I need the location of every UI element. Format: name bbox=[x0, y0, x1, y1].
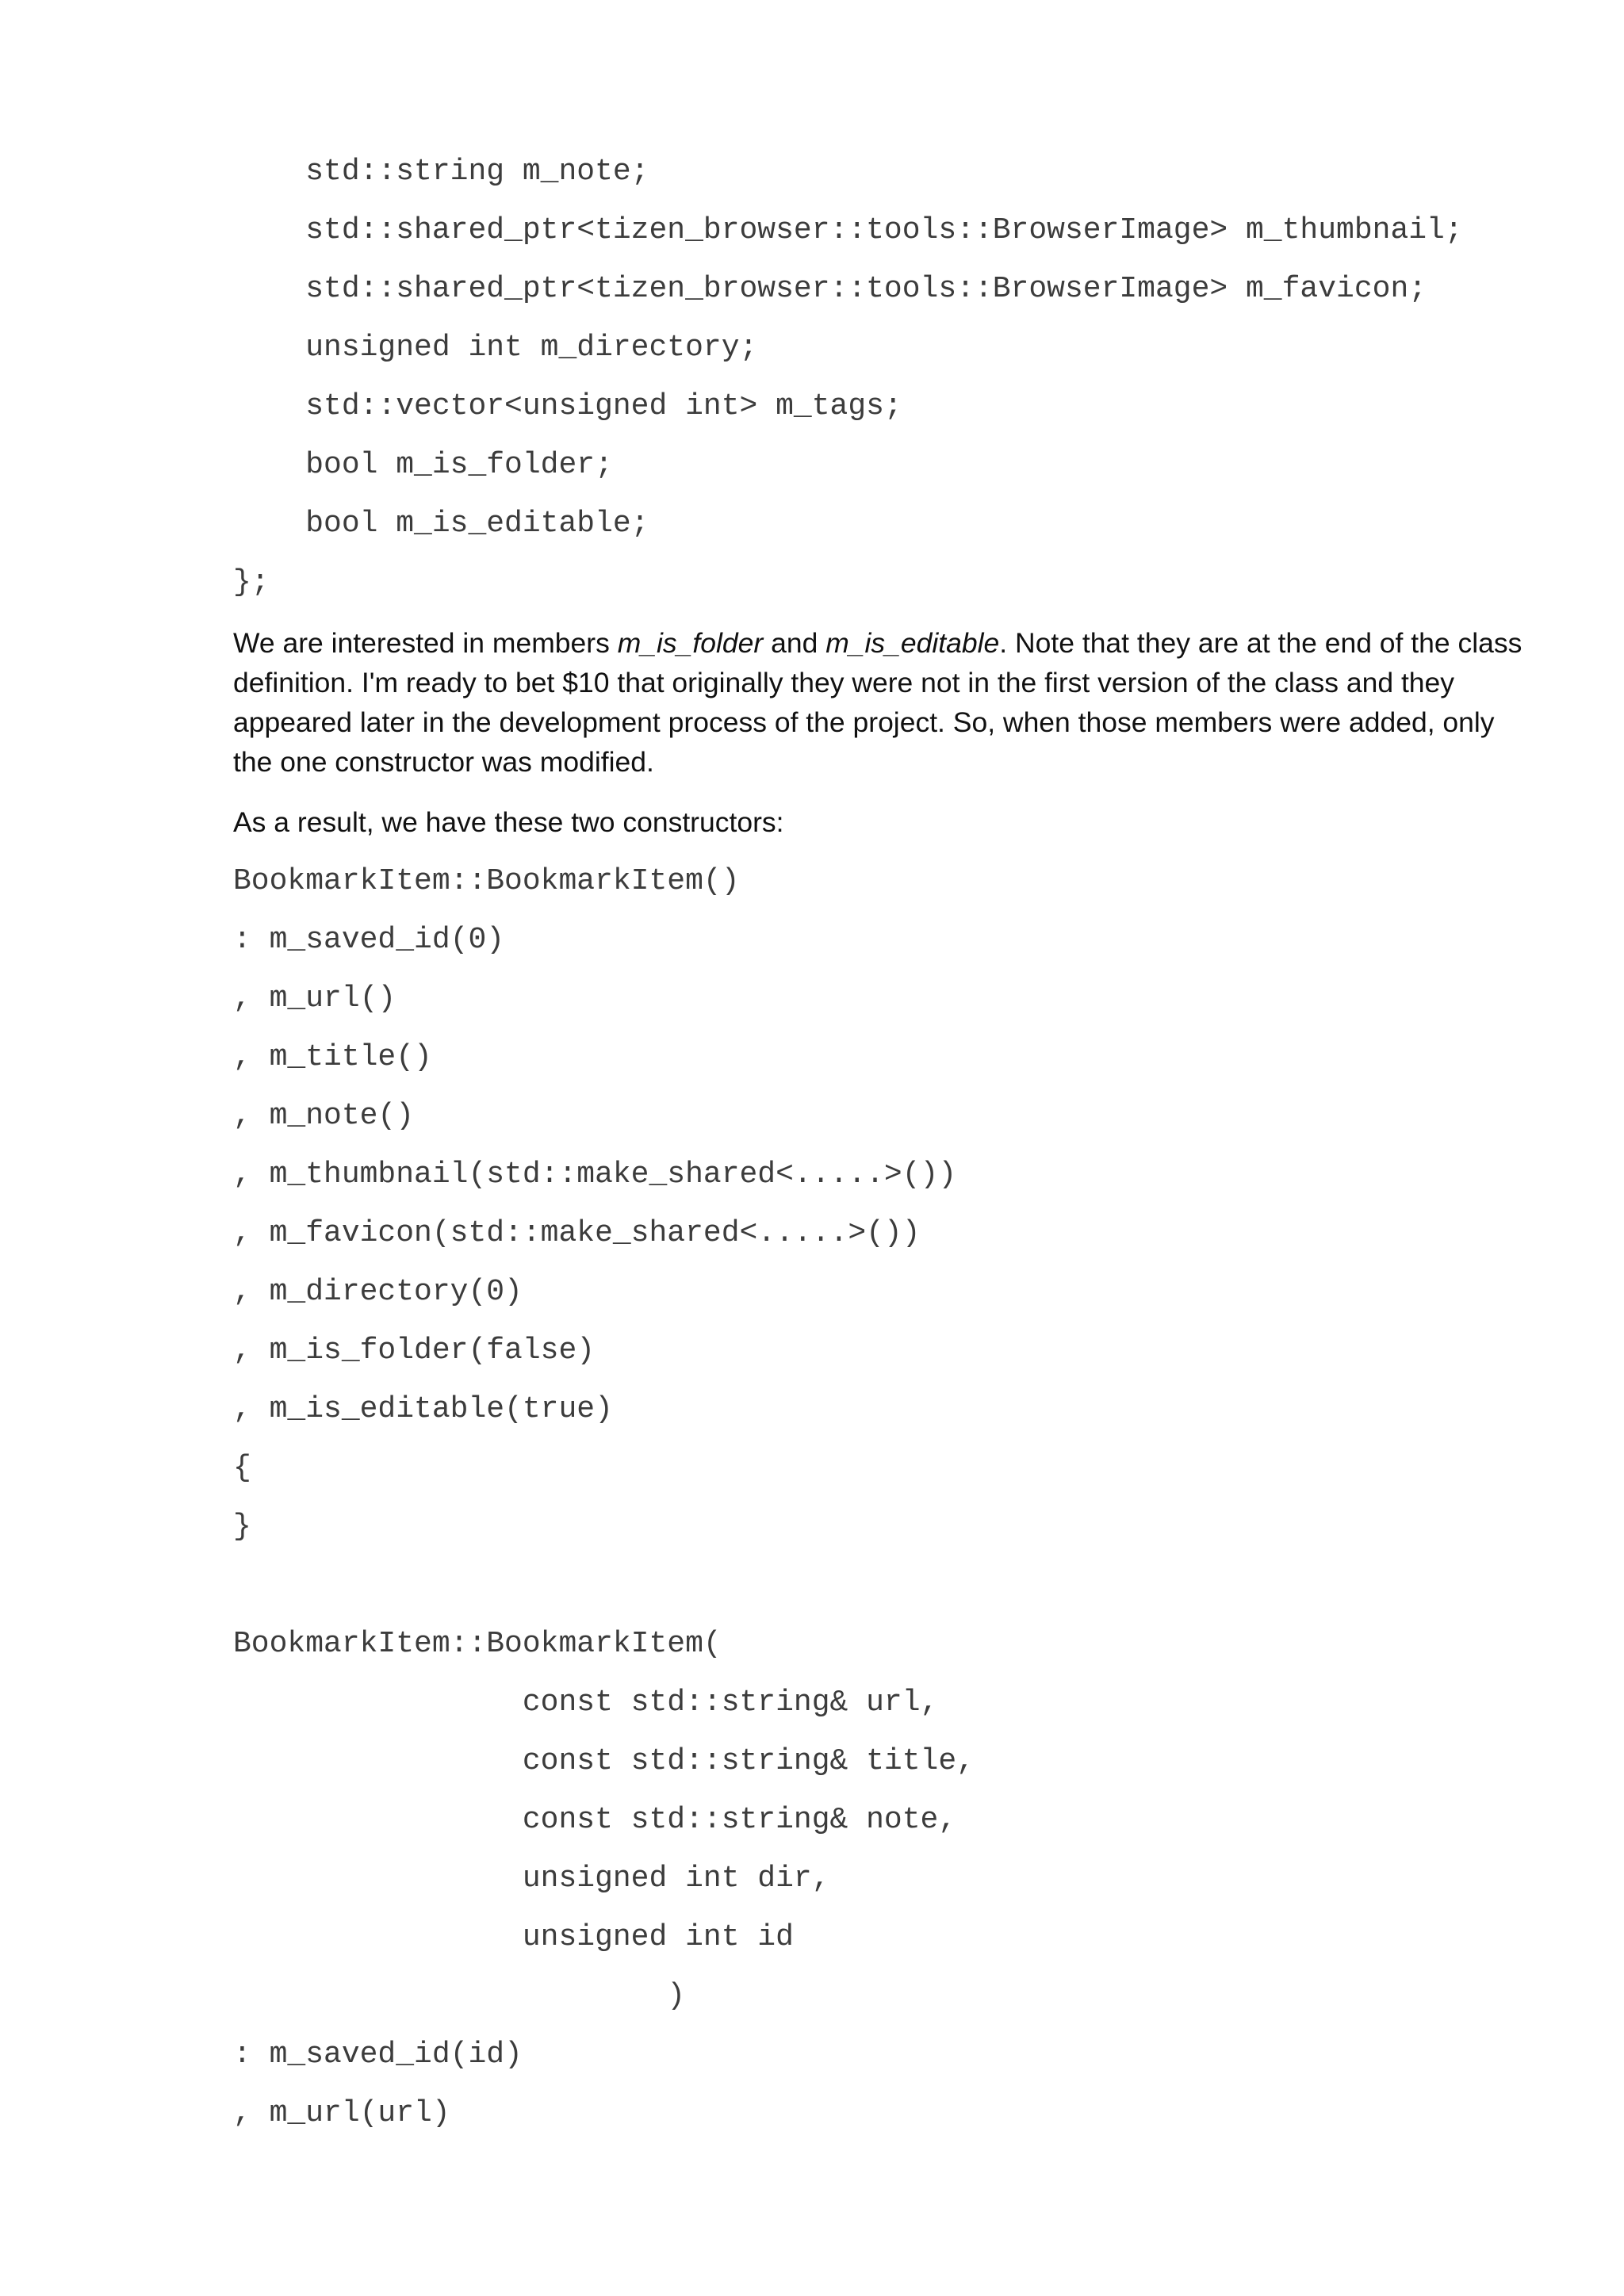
code-line: bool m_is_editable; bbox=[233, 507, 649, 541]
code-line: BookmarkItem::BookmarkItem() bbox=[233, 864, 740, 898]
member-name-emphasis: m_is_folder bbox=[617, 627, 764, 659]
code-line: std::string m_note; bbox=[233, 155, 649, 189]
code-line: , m_directory(0) bbox=[233, 1275, 523, 1309]
code-line: , m_url(url) bbox=[233, 2096, 450, 2130]
class-members-code bbox=[233, 143, 1463, 612]
code-line bbox=[233, 1556, 975, 1615]
paragraph-text: We are interested in members bbox=[233, 627, 618, 659]
code-line: std::vector<unsigned int> m_tags; bbox=[233, 389, 902, 423]
code-line: , m_thumbnail(std::make_shared<.....>()) bbox=[233, 1158, 957, 1192]
code-line: : m_saved_id(0) bbox=[233, 923, 505, 957]
code-line: bool m_is_folder; bbox=[233, 448, 613, 482]
code-line: , m_note() bbox=[233, 1099, 415, 1133]
code-line: unsigned int m_directory; bbox=[233, 331, 758, 365]
paragraph-text: . Note that they are at the end of the class definition. I'm ready to bet $10 that originally they were not in the first version of the class and they appeared later in the development process of the project. So, when those members were added, only the one constructor was modified. bbox=[233, 627, 1522, 778]
code-line: , m_is_folder(false) bbox=[233, 1334, 596, 1368]
code-line: } bbox=[233, 1510, 251, 1544]
code-line: , m_title() bbox=[233, 1040, 432, 1074]
code-line: , m_url() bbox=[233, 982, 396, 1016]
code-line: : m_saved_id(id) bbox=[233, 2038, 523, 2072]
code-line: BookmarkItem::BookmarkItem( bbox=[233, 1627, 722, 1661]
code-line: unsigned int id bbox=[233, 1920, 794, 1954]
intro-paragraph: As a result, we have these two constructors: bbox=[233, 806, 784, 838]
code-line: const std::string& title, bbox=[233, 1744, 975, 1778]
explanation-paragraph bbox=[233, 623, 1534, 782]
paragraph-text: and bbox=[763, 627, 826, 659]
code-line: std::shared_ptr<tizen_browser::tools::BrowserImage> m_thumbnail; bbox=[233, 213, 1463, 247]
code-line: const std::string& note, bbox=[233, 1803, 957, 1837]
code-line: ) bbox=[233, 1979, 686, 2013]
member-name-emphasis: m_is_editable bbox=[825, 627, 1000, 659]
code-line: std::shared_ptr<tizen_browser::tools::BrowserImage> m_favicon; bbox=[233, 272, 1427, 306]
code-line: , m_favicon(std::make_shared<.....>()) bbox=[233, 1216, 921, 1250]
code-line: { bbox=[233, 1451, 251, 1485]
code-line: unsigned int dir, bbox=[233, 1862, 830, 1896]
constructors-code bbox=[233, 852, 975, 2143]
code-line: }; bbox=[233, 565, 270, 599]
code-line: const std::string& url, bbox=[233, 1686, 939, 1720]
code-line: , m_is_editable(true) bbox=[233, 1392, 613, 1426]
